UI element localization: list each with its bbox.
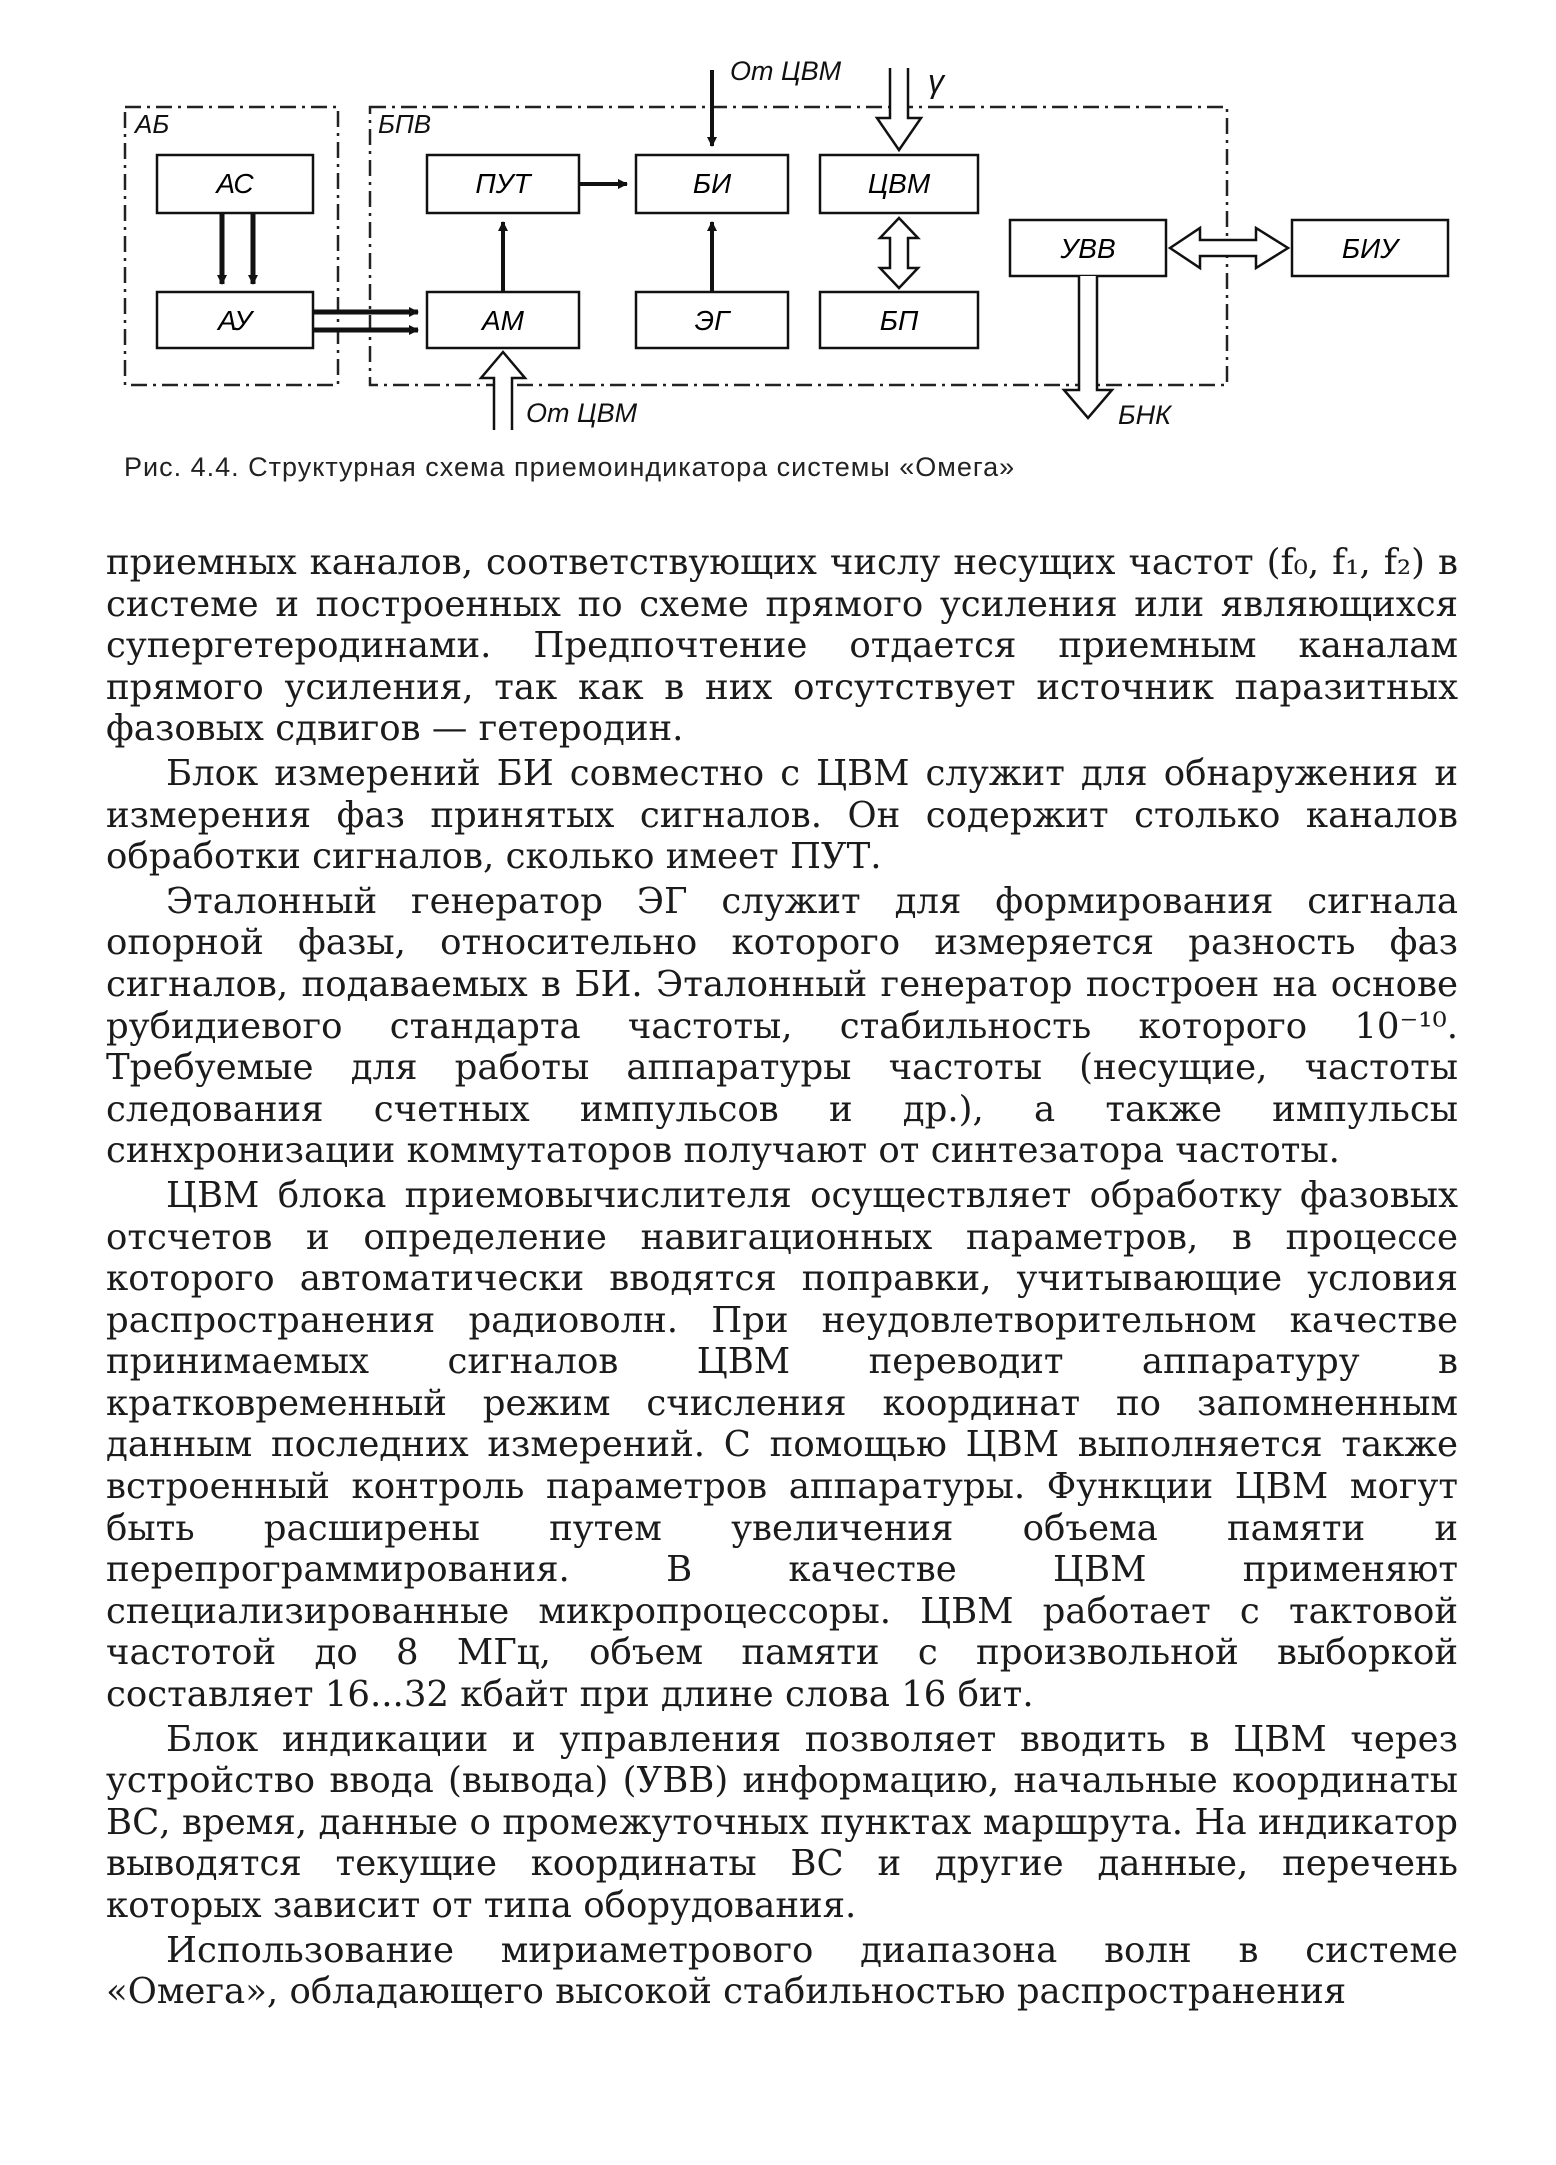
link-as-au bbox=[222, 213, 253, 284]
input-cvm-am-arrow bbox=[481, 352, 525, 430]
link-uvv-biu bbox=[1170, 228, 1288, 268]
signal-from-cvm-top: От ЦВМ bbox=[730, 56, 842, 86]
paragraph: Использование мириаметрового диапазона волн в системе «Омега», обладающего высокой стабильностью распространения bbox=[106, 1929, 1458, 2013]
figure-caption: Рис. 4.4. Структурная схема приемоиндикатора системы «Омега» bbox=[124, 452, 1016, 482]
paragraph: Эталонный генератор ЭГ служит для формирования сигнала опорной фазы, относительно которого измеряется разность фаз сигналов, подаваемых в БИ. Эталонный генератор построен на основе рубидиевого стандарта частоты, стабильность которого 10⁻¹⁰. Требуемые для работы аппаратуры частоты (несущие, частоты следования счетных импульсов и др.), а также импульсы синхронизации коммутаторов получают от синтезатора частоты. bbox=[106, 880, 1458, 1172]
input-gamma-arrow bbox=[877, 68, 921, 150]
block-au bbox=[157, 292, 313, 348]
paragraph: приемных каналов, соответствующих числу несущих частот (f₀, f₁, f₂) в системе и построенных по схеме прямого усиления или являющихся супергетеродинами. Предпочтение отдается приемным каналам прямого усиления, так как в них отсутствует источник паразитных фазовых сдвигов — гетеродин. bbox=[106, 542, 1458, 750]
group-ab-label: АБ bbox=[135, 109, 170, 139]
svg-text:ЭГ: ЭГ bbox=[694, 305, 730, 336]
block-bi bbox=[636, 155, 788, 213]
block-uvv bbox=[1010, 220, 1166, 276]
svg-text:БИУ: БИУ bbox=[1341, 233, 1399, 264]
block-put bbox=[427, 155, 579, 213]
svg-text:БИ: БИ bbox=[692, 168, 732, 199]
svg-text:ЦВМ: ЦВМ bbox=[867, 168, 931, 199]
svg-text:УВВ: УВВ bbox=[1060, 233, 1116, 264]
block-cvm bbox=[820, 155, 978, 213]
signal-from-cvm-bottom: От ЦВМ bbox=[526, 398, 638, 428]
paragraph: Блок измерений БИ совместно с ЦВМ служит для обнаружения и измерения фаз принятых сигналов. Он содержит столько каналов обработки сигналов, сколько имеет ПУТ. bbox=[106, 752, 1458, 878]
diagram-svg bbox=[0, 0, 1556, 440]
block-as bbox=[157, 155, 313, 213]
block-eg bbox=[636, 292, 788, 348]
signal-gamma: γ bbox=[928, 63, 944, 99]
output-bnk-arrow bbox=[1064, 276, 1112, 418]
svg-text:ПУТ: ПУТ bbox=[475, 168, 531, 199]
link-au-am bbox=[313, 312, 418, 330]
svg-text:АУ: АУ bbox=[217, 305, 253, 336]
svg-text:АС: АС bbox=[216, 168, 254, 199]
link-cvm-bp bbox=[880, 218, 918, 288]
paragraph: ЦВМ блока приемовычислителя осуществляет обработку фазовых отсчетов и определение навигационных параметров, в процессе которого автоматически вводятся поправки, учитывающие условия распространения радиоволн. При неудовлетворительном качестве принимаемых сигналов ЦВМ переводит аппаратуру в кратковременный режим счисления координат по запомненным данным последних измерений. С помощью ЦВМ выполняется также встроенный контроль параметров аппаратуры. Функции ЦВМ могут быть расширены путем увеличения объема памяти и перепрограммирования. В качестве ЦВМ применяют специализированные микропроцессоры. ЦВМ работает с тактовой частотой до 8 МГц, объем памяти с произвольной выборкой составляет 16...32 кбайт при длине слова 16 бит. bbox=[106, 1174, 1458, 1716]
block-diagram bbox=[0, 0, 1556, 520]
signal-bnk: БНК bbox=[1118, 400, 1171, 430]
body-text bbox=[106, 542, 1458, 2013]
block-biu bbox=[1292, 220, 1448, 276]
group-bpv-label: БПВ bbox=[378, 109, 432, 139]
block-bp bbox=[820, 292, 978, 348]
svg-text:БП: БП bbox=[879, 305, 919, 336]
block-am bbox=[427, 292, 579, 348]
svg-text:АМ: АМ bbox=[482, 305, 524, 336]
paragraph: Блок индикации и управления позволяет вводить в ЦВМ через устройство ввода (вывода) (УВВ) информацию, начальные координаты ВС, время, данные о промежуточных пунктах маршрута. На индикатор выводятся текущие координаты ВС и другие данные, перечень которых зависит от типа оборудования. bbox=[106, 1718, 1458, 1926]
